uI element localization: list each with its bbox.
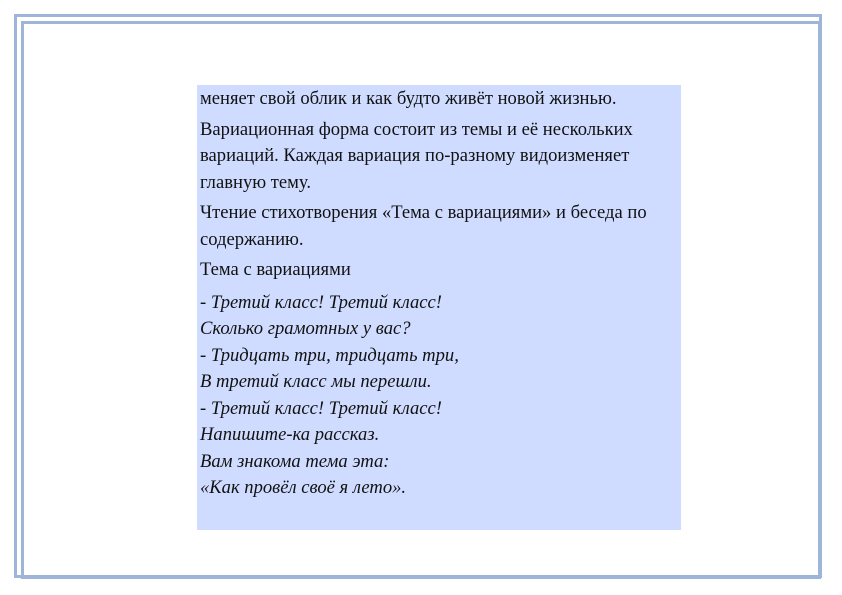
poem-line: «Как провёл своё я лето». [200,477,407,498]
poem-line: Вам знакома тема эта: [200,450,390,472]
poem [200,290,681,502]
paragraph-intro-continuation: меняет свой облик и как будто живёт новой жизнью. [200,88,617,109]
paragraph-reading-task: Чтение стихотворения «Тема с вариациями» и беседа по содержанию. [200,202,647,250]
poem-line: - Тридцать три, тридцать три, [200,344,459,366]
poem-line: Напишите-ка рассказ. [200,424,380,445]
text-panel [197,85,681,530]
poem-title: Тема с вариациями [200,259,351,280]
poem-line: - Третий класс! Третий класс! [200,291,442,313]
paragraph-variation-form: Вариационная форма состоит из темы и её нескольких вариаций. Каждая вариация по-разному видоизменяет главную тему. [200,118,633,193]
poem-line: Сколько грамотных у вас? [200,318,411,339]
poem-line: - Третий класс! Третий класс! [200,397,442,419]
poem-line: В третий класс мы перешли. [200,371,432,392]
